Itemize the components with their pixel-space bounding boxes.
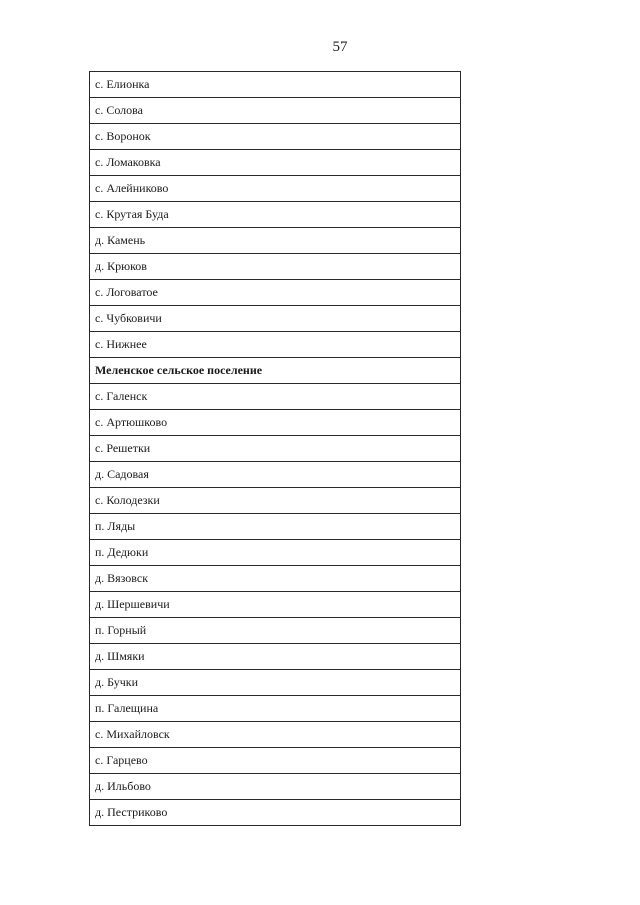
settlement-name-cell: д. Ильбово	[90, 774, 461, 800]
table-row	[90, 280, 461, 306]
settlement-name-cell: д. Камень	[90, 228, 461, 254]
settlement-name-cell: д. Вязовск	[90, 566, 461, 592]
settlement-name-cell: п. Галещина	[90, 696, 461, 722]
settlement-name-cell: д. Садовая	[90, 462, 461, 488]
settlement-name-cell: с. Нижнее	[90, 332, 461, 358]
table-row	[90, 202, 461, 228]
table-row	[90, 540, 461, 566]
table-row	[90, 332, 461, 358]
table-row	[90, 150, 461, 176]
settlement-name-cell: с. Воронок	[90, 124, 461, 150]
table-row	[90, 488, 461, 514]
settlement-name-cell: с. Солова	[90, 98, 461, 124]
table-row	[90, 410, 461, 436]
table-row	[90, 592, 461, 618]
settlement-name-cell: с. Чубковичи	[90, 306, 461, 332]
settlement-name-cell: с. Гарцево	[90, 748, 461, 774]
settlement-table	[89, 71, 461, 826]
table-row	[90, 306, 461, 332]
table-row	[90, 254, 461, 280]
settlement-name-cell: с. Алейниково	[90, 176, 461, 202]
settlement-name-cell: с. Елионка	[90, 72, 461, 98]
table-body	[90, 72, 461, 826]
table-row	[90, 514, 461, 540]
settlement-name-cell: д. Шершевичи	[90, 592, 461, 618]
table-row	[90, 748, 461, 774]
settlement-name-cell: п. Горный	[90, 618, 461, 644]
section-heading-row	[90, 358, 461, 384]
table-row	[90, 384, 461, 410]
table-row	[90, 774, 461, 800]
table-row	[90, 644, 461, 670]
settlement-name-cell: с. Артюшково	[90, 410, 461, 436]
settlement-name-cell: с. Ломаковка	[90, 150, 461, 176]
settlement-name-cell: д. Бучки	[90, 670, 461, 696]
table-row	[90, 722, 461, 748]
settlement-name-cell: с. Колодезки	[90, 488, 461, 514]
page-number: 57	[332, 39, 348, 55]
settlement-name-cell: д. Крюков	[90, 254, 461, 280]
settlement-name-cell: с. Галенск	[90, 384, 461, 410]
settlement-name-cell: д. Пестриково	[90, 800, 461, 826]
settlement-name-cell: д. Шмяки	[90, 644, 461, 670]
settlement-name-cell: с. Логоватое	[90, 280, 461, 306]
table-row	[90, 696, 461, 722]
settlement-name-cell: с. Михайловск	[90, 722, 461, 748]
settlement-name-cell: с. Крутая Буда	[90, 202, 461, 228]
settlement-name-cell: п. Дедюки	[90, 540, 461, 566]
table-row	[90, 436, 461, 462]
table-row	[90, 98, 461, 124]
section-heading-cell: Меленское сельское поселение	[90, 358, 461, 384]
table-row	[90, 228, 461, 254]
settlement-name-cell: с. Решетки	[90, 436, 461, 462]
table-row	[90, 800, 461, 826]
table-row	[90, 670, 461, 696]
table-row	[90, 176, 461, 202]
table-row	[90, 124, 461, 150]
table-row	[90, 618, 461, 644]
table-row	[90, 462, 461, 488]
table-row	[90, 566, 461, 592]
settlement-name-cell: п. Ляды	[90, 514, 461, 540]
table-row	[90, 72, 461, 98]
